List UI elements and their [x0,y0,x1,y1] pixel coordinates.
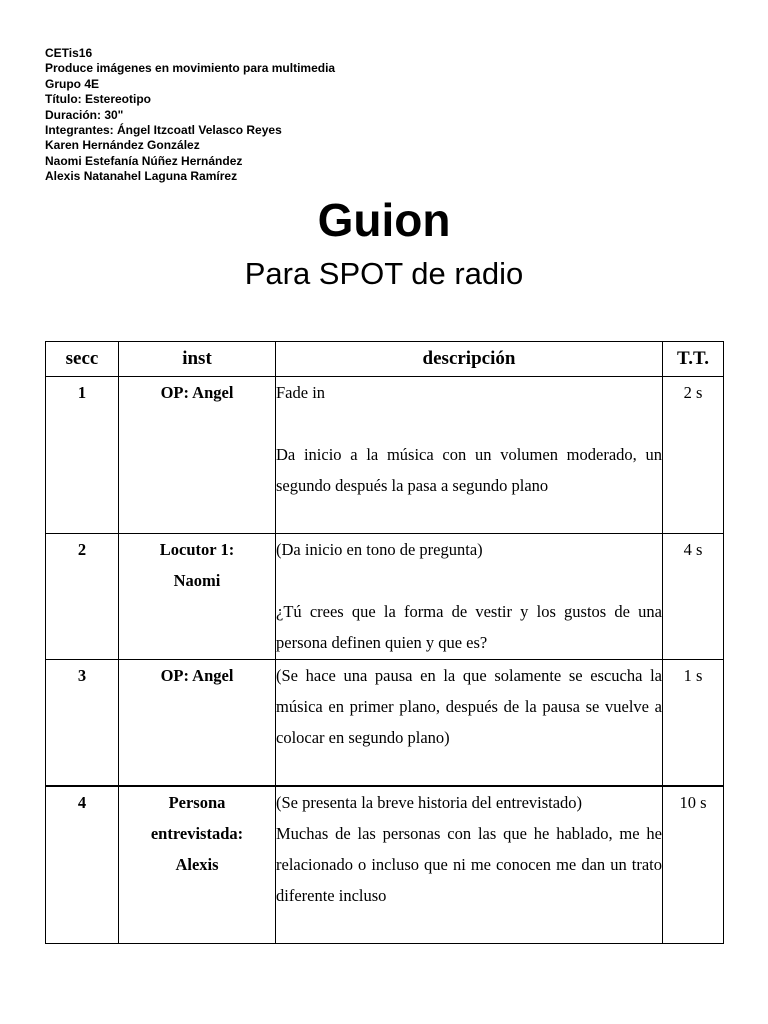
instruction-text: entrevistada: [150,824,244,843]
table-row [46,660,724,787]
instruction-text: Persona [168,793,226,812]
instruction-text: Naomi [173,571,221,590]
course-name: Produce imágenes en movimiento para multimedia [45,61,336,76]
description-cell [276,786,663,944]
instruction-cell: OP: Angel [119,377,276,534]
time-cell: 10 s [663,786,724,944]
work-title: Título: Estereotipo [45,92,151,107]
table-row [46,786,724,944]
table-row [46,377,724,534]
description-text: Da inicio a la música con un volumen moderado, un segundo después la pasa a segundo plano [276,445,662,495]
page-subtitle: Para SPOT de radio [244,256,524,291]
script-table [45,341,724,944]
section-number: 1 [46,377,119,534]
document-header [45,46,335,185]
member-name: Karen Hernández González [45,138,200,153]
table-row [46,534,724,660]
description-text: (Se hace una pausa en la que solamente se escucha la música en primer plano, después de la pausa se vuelve a colocar en segundo plano) [276,666,662,747]
description-text: Fade in [276,383,326,402]
column-header-descripcion: descripción [276,342,663,377]
description-cell [276,534,663,660]
instruction-cell [119,534,276,660]
instruction-text: Locutor 1: [159,540,235,559]
time-cell: 2 s [663,377,724,534]
school-name: CETis16 [45,46,93,60]
description-text: (Se presenta la breve historia del entrevistado) [276,793,583,812]
group-label: Grupo 4E [45,76,100,91]
section-number: 2 [46,534,119,660]
member-name: Alexis Natanahel Laguna Ramírez [45,169,238,184]
description-text: ¿Tú crees que la forma de vestir y los gustos de una persona definen quien y que es? [276,602,662,652]
time-cell: 1 s [663,660,724,787]
column-header-secc: secc [46,342,119,377]
column-header-inst: inst [119,342,276,377]
members-label: Integrantes: Ángel Itzcoatl Velasco Reyes [45,123,282,138]
table-header-row [46,342,724,377]
description-cell [276,660,663,787]
instruction-text: Alexis [175,855,219,874]
description-text: (Da inicio en tono de pregunta) [276,540,483,559]
section-number: 3 [46,660,119,787]
description-text: Muchas de las personas con las que he hablado, me he relacionado o incluso que ni me conocen me dan un trato diferente incluso [276,824,662,905]
time-cell: 4 s [663,534,724,660]
column-header-tt: T.T. [663,342,724,377]
section-number: 4 [46,786,119,944]
instruction-cell: OP: Angel [119,660,276,787]
instruction-cell [119,786,276,944]
member-name: Naomi Estefanía Núñez Hernández [45,153,243,168]
duration-label: Duración: 30" [45,107,124,122]
page-title: Guion [317,194,451,246]
description-cell [276,377,663,534]
